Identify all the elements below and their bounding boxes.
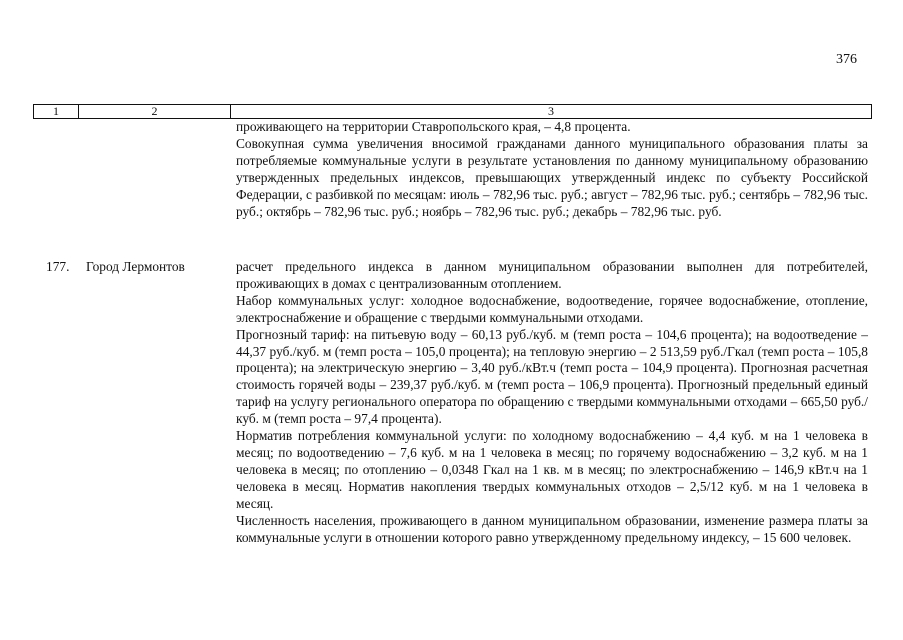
continuation-block xyxy=(236,119,868,220)
continuation-line: проживающего на территории Ставропольского края, – 4,8 процента. xyxy=(236,119,631,134)
row-number: 177. xyxy=(46,259,70,274)
description-paragraph: Норматив потребления коммунальной услуги: по холодному водоснабжению – 4,4 куб. м на 1 человека в месяц; по водоотведению – 7,6 куб. м на 1 человека в месяц; по горячему водоснабжению – 3,2 куб. м на 1 человека в месяц; по отоплению – 0,0348 Гкал на 1 кв. м в месяц; по электроснабжению – 146,9 кВт.ч на 1 человека в месяц. Норматив накопления твердых коммунальных отходов – 2,5/12 куб. м на 1 человека в месяц. xyxy=(236,428,868,511)
column-number-3: 3 xyxy=(548,104,554,118)
continuation-paragraph: Совокупная сумма увеличения вносимой гражданами данного муниципального образования платы за потребляемые коммунальные услуги в результате установления по данному муниципальному образованию утвержденных предельных индексов, превышающих утвержденный индекс по субъекту Российской Федерации, с разбивкой по месяцам: июль – 782,96 тыс. руб.; август – 782,96 тыс. руб.; сентябрь – 782,96 тыс. руб.; октябрь – 782,96 тыс. руб.; ноябрь – 782,96 тыс. руб.; декабрь – 782,96 тыс. руб. xyxy=(236,135,868,219)
description-paragraph: Прогнозный тариф: на питьевую воду – 60,13 руб./куб. м (темп роста – 104,6 процента); на водоотведение – 44,37 руб./куб. м (темп роста – 105,0 процента); на тепловую энергию – 2 513,59 руб./Гкал (темп роста – 105,8 процента); на электрическую энергию – 3,40 руб./кВт.ч (темп роста – 104,9 процента). Прогнозная расчетная стоимость горячей воды – 239,37 руб./куб. м (темп роста – 106,9 процента). Прогнозный предельный единый тариф на услугу регионального оператора по обращению с твердыми коммунальными отходами – 665,50 руб./куб. м (темп роста – 97,4 процента). xyxy=(236,326,868,427)
description-paragraph: Численность населения, проживающего в данном муниципальном образовании, изменение размера платы за коммунальные услуги в отношении которого равно утвержденному предельному индексу, – 15 600 человек. xyxy=(236,512,868,545)
description-paragraph: Набор коммунальных услуг: холодное водоснабжение, водоотведение, горячее водоснабжение, отопление, электроснабжение и обращение с твердыми коммунальными отходами. xyxy=(236,292,868,325)
table-column-header xyxy=(33,104,872,119)
municipality-name: Город Лермонтов xyxy=(86,259,185,274)
page-number: 376 xyxy=(836,52,857,67)
row-description xyxy=(236,259,868,546)
column-number-2: 2 xyxy=(79,105,231,118)
column-number-1: 1 xyxy=(34,105,79,118)
description-paragraph: расчет предельного индекса в данном муниципальном образовании выполнен для потребителей, проживающих в домах с централизованным отоплением. xyxy=(236,259,868,291)
